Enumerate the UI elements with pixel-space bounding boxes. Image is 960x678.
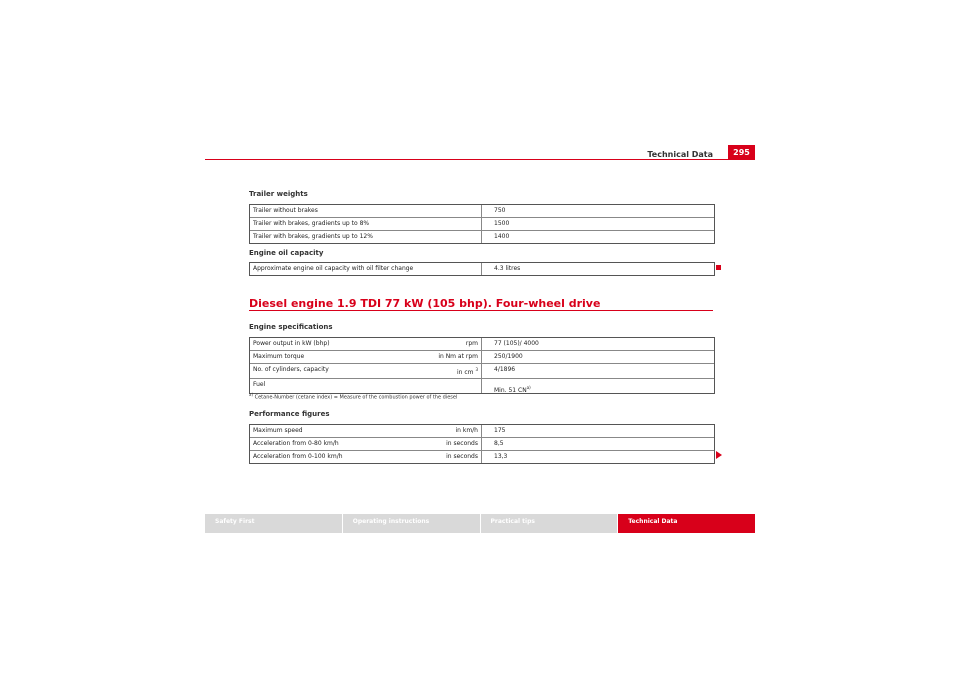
- oil-table: [249, 262, 715, 276]
- unit-superscript: 3: [475, 367, 478, 372]
- table-row: [250, 437, 714, 450]
- engine-table: [249, 337, 715, 394]
- row-label: Fuel: [253, 381, 266, 388]
- table-row: [250, 263, 714, 275]
- row-label: Approximate engine oil capacity with oil filter change: [253, 265, 414, 272]
- row-label: Trailer with brakes, gradients up to 8%: [253, 220, 370, 227]
- section-title: Diesel engine 1.9 TDI 77 kW (105 bhp). Four-wheel drive: [249, 297, 601, 310]
- row-unit: in Nm at rpm: [438, 353, 478, 360]
- row-value: 13,3: [494, 453, 508, 460]
- row-unit: in seconds: [446, 453, 478, 460]
- row-label: No. of cylinders, capacity: [253, 366, 329, 373]
- row-value: 250/1900: [494, 353, 523, 360]
- row-value: 4.3 litres: [494, 265, 521, 272]
- row-label: Maximum torque: [253, 353, 305, 360]
- row-label: Acceleration from 0-80 km/h: [253, 440, 339, 447]
- row-label: Acceleration from 0-100 km/h: [253, 453, 343, 460]
- row-label: Maximum speed: [253, 427, 303, 434]
- table-row: [250, 450, 714, 463]
- tab-technical-data[interactable]: Technical Data: [618, 514, 755, 533]
- section-rule: [249, 310, 713, 311]
- tab-practical-tips[interactable]: Practical tips: [481, 514, 618, 533]
- page-title: Technical Data: [647, 150, 713, 159]
- row-value: Min. 51 CN$^{a)}$: [494, 385, 531, 394]
- row-value: 4/1896: [494, 366, 516, 373]
- tab-operating-instructions[interactable]: Operating instructions: [343, 514, 480, 533]
- header-rule: [205, 159, 755, 160]
- row-unit: in km/h: [455, 427, 478, 434]
- tab-safety-first[interactable]: Safety First: [205, 514, 342, 533]
- footnote-ref: a): [526, 385, 531, 390]
- table-row: [250, 338, 714, 350]
- row-value: 175: [494, 427, 506, 434]
- row-label: Trailer with brakes, gradients up to 12%: [253, 233, 373, 240]
- trailer-heading: Trailer weights: [249, 190, 308, 198]
- row-value: 1500: [494, 220, 510, 227]
- row-value: 750: [494, 207, 506, 214]
- engine-heading: Engine specifications: [249, 323, 333, 331]
- footnote-text: Cetane-Number (cetane index) = Measure of the combustion power of the diesel: [254, 394, 458, 401]
- table-row: [250, 230, 714, 243]
- row-label: Trailer without brakes: [253, 207, 318, 214]
- footnote: [249, 392, 457, 401]
- section-end-marker: [716, 265, 721, 270]
- performance-heading: Performance figures: [249, 410, 330, 418]
- table-row: [250, 217, 714, 230]
- continue-arrow-icon: [716, 451, 722, 459]
- row-unit: rpm: [465, 340, 478, 347]
- table-row: [250, 378, 714, 393]
- row-value: 8,5: [494, 440, 504, 447]
- table-row: [250, 205, 714, 217]
- row-value: 77 (105)/ 4000: [494, 340, 539, 347]
- row-value: 1400: [494, 233, 510, 240]
- table-row: [250, 425, 714, 437]
- page-number: 295: [728, 145, 755, 160]
- footer-nav: [205, 514, 755, 533]
- table-row: [250, 350, 714, 363]
- row-unit: in seconds: [446, 440, 478, 447]
- row-label: Power output in kW (bhp): [253, 340, 330, 347]
- performance-table: [249, 424, 715, 464]
- oil-heading: Engine oil capacity: [249, 249, 324, 257]
- trailer-table: [249, 204, 715, 244]
- footnote-marker: a): [249, 392, 254, 397]
- table-row: [250, 363, 714, 378]
- row-unit: in cm $^3$: [457, 367, 478, 376]
